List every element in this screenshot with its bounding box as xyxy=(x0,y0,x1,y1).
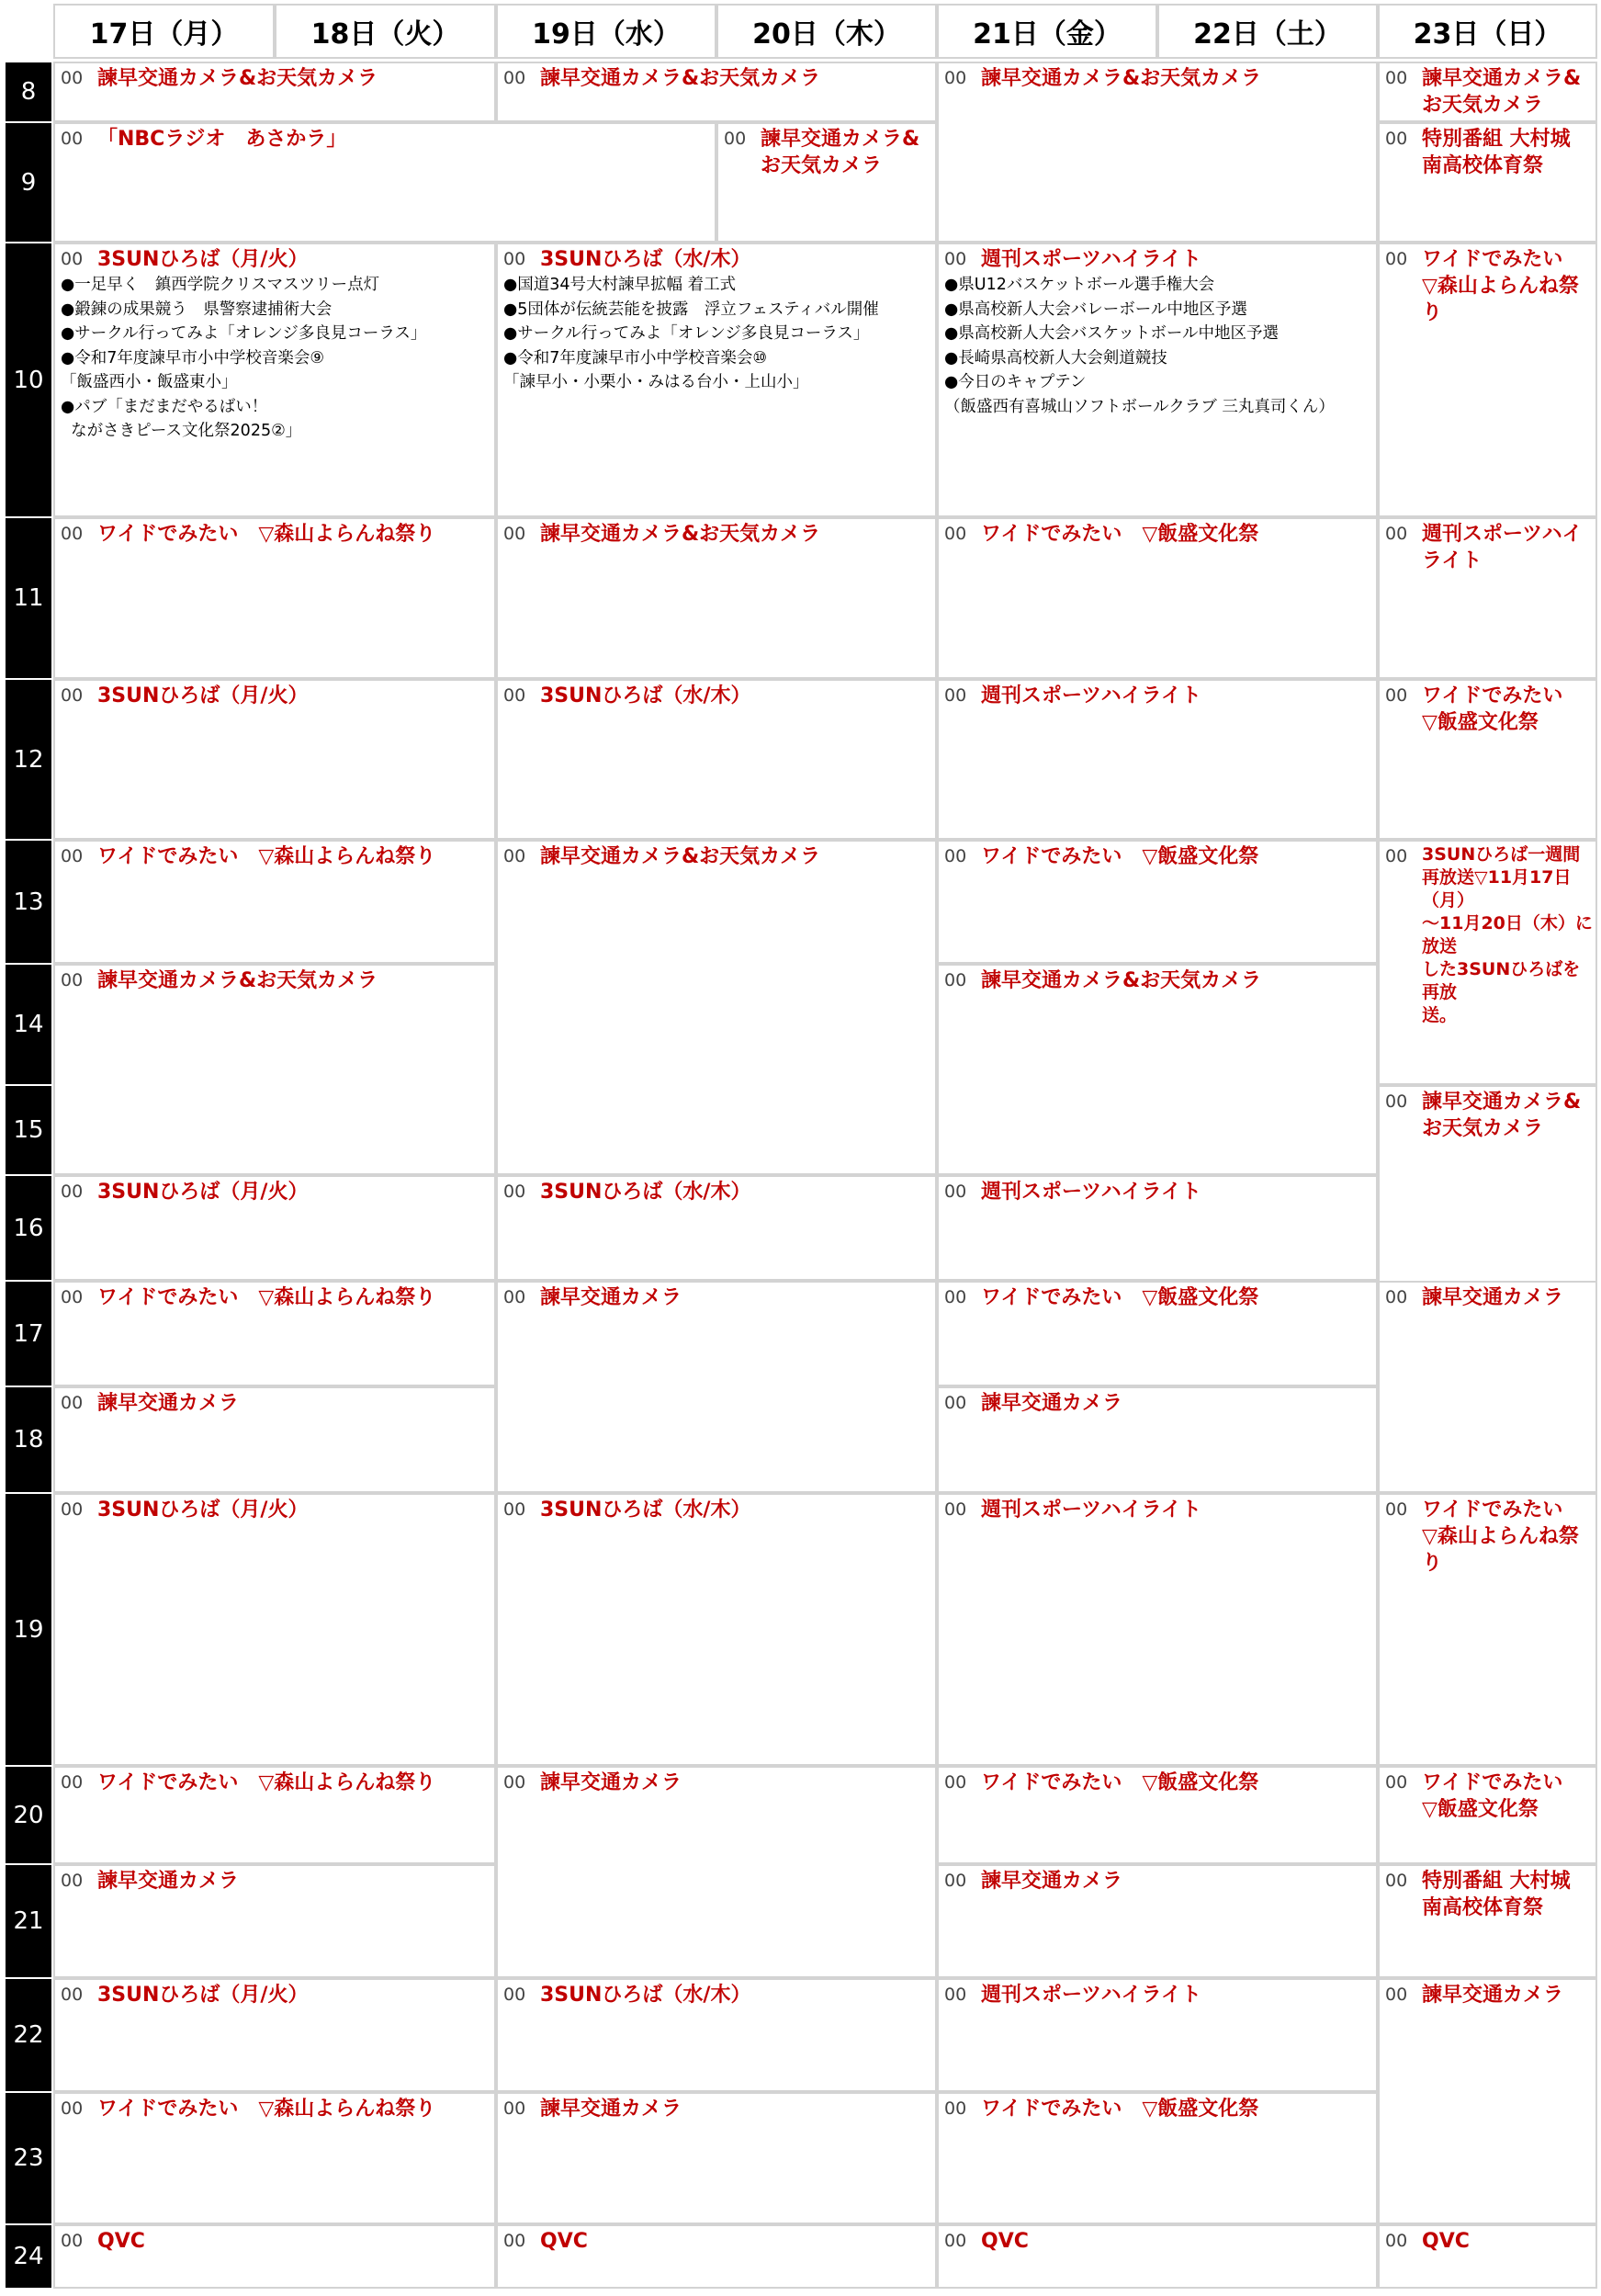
program-title: 3SUNひろば（水/木） xyxy=(540,1984,751,2007)
program-start-minute: 00 xyxy=(944,1287,967,1307)
program-title: 特別番組 大村城 南高校体育祭 xyxy=(1422,128,1571,177)
program-cell[interactable] xyxy=(937,1386,1378,1493)
program-start-minute: 00 xyxy=(503,524,526,544)
day-header-1: 17日（月） xyxy=(53,4,275,59)
program-title: 諫早交通カメラ&お天気カメラ xyxy=(540,67,821,90)
hour-label-23: 23 xyxy=(6,2093,51,2223)
hour-label-16: 16 xyxy=(6,1176,51,1280)
program-cell[interactable] xyxy=(496,1766,937,1978)
program-cell[interactable] xyxy=(496,1175,937,1281)
program-detail-line: 「諫早小・小栗小・みはる台小・上山小」 xyxy=(503,373,809,391)
program-title: ワイドでみたい ▽森山よらんね祭り xyxy=(1422,248,1579,324)
program-heading xyxy=(503,1497,935,1523)
program-heading xyxy=(1385,1770,1595,1823)
program-cell[interactable] xyxy=(1378,1864,1597,1978)
program-cell[interactable] xyxy=(53,1864,496,1978)
program-title: ワイドでみたい ▽森山よらんね祭り xyxy=(97,1771,436,1794)
program-cell[interactable] xyxy=(937,62,1378,243)
program-cell[interactable] xyxy=(937,1493,1378,1766)
program-heading xyxy=(1385,1868,1595,1921)
program-heading xyxy=(61,1982,494,2008)
program-start-minute: 00 xyxy=(1385,1985,1408,2005)
program-heading xyxy=(503,65,935,92)
program-start-minute: 00 xyxy=(944,970,967,990)
program-title: QVC xyxy=(540,2230,588,2253)
program-title: 諫早交通カメラ& お天気カメラ xyxy=(1422,67,1582,117)
program-cell[interactable] xyxy=(53,1978,496,2092)
program-start-minute: 00 xyxy=(1385,68,1408,88)
program-detail-line: ●今日のキャプテン xyxy=(944,373,1087,391)
program-cell[interactable] xyxy=(496,243,937,517)
program-detail-line: ●サークル行ってみよ「オレンジ多良見コーラス」 xyxy=(61,324,427,343)
program-start-minute: 00 xyxy=(944,1182,967,1202)
program-title: ワイドでみたい ▽飯盛文化祭 xyxy=(981,1771,1259,1794)
program-heading xyxy=(61,246,494,273)
program-start-minute: 00 xyxy=(61,129,84,149)
program-cell[interactable] xyxy=(53,1281,496,1386)
program-cell[interactable] xyxy=(53,122,716,243)
program-start-minute: 00 xyxy=(503,2098,526,2119)
program-detail-line: 「飯盛西小・飯盛東小」 xyxy=(61,373,238,391)
program-start-minute: 00 xyxy=(1385,129,1408,149)
program-cell[interactable] xyxy=(1378,1978,1597,2224)
program-cell[interactable] xyxy=(496,517,937,679)
program-title: 諫早交通カメラ& お天気カメラ xyxy=(761,128,920,177)
program-cell[interactable] xyxy=(937,964,1378,1175)
program-detail-line: ●令和7年度諫早市小中学校音楽会⑩ xyxy=(503,348,768,368)
program-cell[interactable] xyxy=(937,1766,1378,1864)
program-cell[interactable] xyxy=(496,2224,937,2289)
program-start-minute: 00 xyxy=(944,524,967,544)
program-heading xyxy=(503,683,935,709)
program-heading xyxy=(944,843,1376,870)
program-heading xyxy=(503,1770,935,1796)
program-start-minute: 00 xyxy=(503,1287,526,1307)
program-title: ワイドでみたい ▽森山よらんね祭り xyxy=(97,845,436,868)
program-cell[interactable] xyxy=(937,1175,1378,1281)
program-start-minute: 00 xyxy=(944,1499,967,1520)
program-title: 3SUNひろば（月/火） xyxy=(97,1499,309,1521)
program-cell[interactable] xyxy=(937,679,1378,840)
program-cell[interactable] xyxy=(937,840,1378,964)
program-heading xyxy=(503,843,935,870)
program-heading xyxy=(1385,843,1595,1027)
program-heading xyxy=(61,65,494,92)
program-cell[interactable] xyxy=(496,840,937,1175)
hour-label-14: 14 xyxy=(6,965,51,1084)
program-heading xyxy=(61,1868,494,1894)
program-start-minute: 00 xyxy=(1385,524,1408,544)
program-title: QVC xyxy=(981,2230,1029,2253)
program-title: ワイドでみたい ▽飯盛文化祭 xyxy=(981,845,1259,868)
hour-label-20: 20 xyxy=(6,1767,51,1863)
program-cell[interactable] xyxy=(1378,1766,1597,1864)
hour-label-9: 9 xyxy=(6,123,51,242)
program-start-minute: 00 xyxy=(944,2231,967,2251)
program-title: 諫早交通カメラ xyxy=(1422,1286,1564,1309)
program-cell[interactable] xyxy=(937,243,1378,517)
program-start-minute: 00 xyxy=(503,68,526,88)
program-title: 諫早交通カメラ&お天気カメラ xyxy=(97,969,378,992)
program-title: 3SUNひろば（水/木） xyxy=(540,248,751,271)
program-heading xyxy=(61,1497,494,1523)
program-start-minute: 00 xyxy=(61,1499,84,1520)
program-title: 諫早交通カメラ xyxy=(97,1392,240,1415)
program-cell[interactable] xyxy=(1378,1281,1597,1493)
program-heading xyxy=(944,1497,1376,1523)
program-start-minute: 00 xyxy=(61,1772,84,1793)
program-title: ワイドでみたい ▽森山よらんね祭り xyxy=(1422,1499,1579,1575)
program-start-minute: 00 xyxy=(1385,249,1408,269)
program-cell[interactable] xyxy=(1378,840,1597,1085)
hour-label-8: 8 xyxy=(6,62,51,121)
program-cell[interactable] xyxy=(716,122,937,243)
program-title: 週刊スポーツハイライト xyxy=(981,248,1202,271)
program-heading xyxy=(503,1179,935,1205)
program-title: 週刊スポーツハイ ライト xyxy=(1422,523,1583,572)
program-cell[interactable] xyxy=(53,2224,496,2289)
program-cell[interactable] xyxy=(1378,1493,1597,1766)
program-start-minute: 00 xyxy=(61,524,84,544)
day-header-6: 22日（土） xyxy=(1157,4,1378,59)
program-detail-line: ながさきピース文化祭2025②」 xyxy=(61,422,302,440)
program-cell[interactable] xyxy=(53,1493,496,1766)
program-start-minute: 00 xyxy=(1385,1499,1408,1520)
program-cell[interactable] xyxy=(496,62,937,122)
program-start-minute: 00 xyxy=(944,68,967,88)
program-start-minute: 00 xyxy=(503,2231,526,2251)
day-header-3: 19日（水） xyxy=(496,4,716,59)
program-heading xyxy=(944,246,1376,273)
program-start-minute: 00 xyxy=(61,1182,84,1202)
program-start-minute: 00 xyxy=(61,685,84,706)
program-start-minute: 00 xyxy=(944,1772,967,1793)
program-title: 3SUNひろば一週間 再放送▽11月17日（月） ～11月20日（木）に放送 した3SUNひろばを再放 送。 xyxy=(1422,844,1593,1025)
program-title: 諫早交通カメラ&お天気カメラ xyxy=(981,67,1262,90)
program-start-minute: 00 xyxy=(503,846,526,866)
program-start-minute: 00 xyxy=(944,685,967,706)
program-title: 「NBCラジオ あさかラ」 xyxy=(97,128,347,151)
program-title: QVC xyxy=(97,2230,145,2253)
program-start-minute: 00 xyxy=(61,970,84,990)
program-cell[interactable] xyxy=(496,679,937,840)
program-cell[interactable] xyxy=(496,1493,937,1766)
program-start-minute: 00 xyxy=(61,2098,84,2119)
program-heading xyxy=(61,1390,494,1417)
program-title: 週刊スポーツハイライト xyxy=(981,684,1202,707)
program-heading xyxy=(1385,65,1595,119)
program-title: 週刊スポーツハイライト xyxy=(981,1499,1202,1521)
program-detail-line: ●5団体が伝統芸能を披露 浮立フェスティバル開催 xyxy=(503,300,879,319)
program-heading xyxy=(944,1770,1376,1796)
hour-label-10: 10 xyxy=(6,243,51,516)
program-cell[interactable] xyxy=(937,2224,1378,2289)
program-title: ワイドでみたい ▽飯盛文化祭 xyxy=(981,2098,1259,2121)
program-detail-line: ●パブ「まだまだやるばい！ xyxy=(61,397,268,416)
program-start-minute: 00 xyxy=(503,249,526,269)
program-start-minute: 00 xyxy=(61,1985,84,2005)
program-title: 諫早交通カメラ xyxy=(540,1286,682,1309)
program-cell[interactable] xyxy=(496,1281,937,1493)
program-cell[interactable] xyxy=(53,2092,496,2224)
program-heading xyxy=(944,683,1376,709)
program-start-minute: 00 xyxy=(61,1871,84,1891)
program-heading xyxy=(61,2096,494,2122)
program-start-minute: 00 xyxy=(503,1182,526,1202)
day-header-4: 20日（木） xyxy=(716,4,937,59)
program-start-minute: 00 xyxy=(1385,1091,1408,1112)
program-cell[interactable] xyxy=(937,1978,1378,2092)
hour-label-11: 11 xyxy=(6,518,51,678)
program-heading xyxy=(944,2228,1376,2255)
program-heading xyxy=(61,1284,494,1311)
program-title: 諫早交通カメラ&お天気カメラ xyxy=(981,969,1262,992)
program-title: 諫早交通カメラ&お天気カメラ xyxy=(540,845,821,868)
program-start-minute: 00 xyxy=(944,1985,967,2005)
program-cell[interactable] xyxy=(53,1175,496,1281)
day-header-2: 18日（火） xyxy=(275,4,496,59)
program-heading xyxy=(944,1390,1376,1417)
program-start-minute: 00 xyxy=(503,1985,526,2005)
program-title: 諫早交通カメラ xyxy=(540,1771,682,1794)
program-heading xyxy=(1385,2228,1595,2255)
program-start-minute: 00 xyxy=(61,1393,84,1413)
program-start-minute: 00 xyxy=(944,2098,967,2119)
program-heading xyxy=(61,2228,494,2255)
program-heading xyxy=(944,521,1376,548)
program-start-minute: 00 xyxy=(1385,685,1408,706)
program-title: 諫早交通カメラ xyxy=(97,1870,240,1893)
program-title: 週刊スポーツハイライト xyxy=(981,1984,1202,2007)
program-title: 3SUNひろば（水/木） xyxy=(540,1499,751,1521)
program-title: 諫早交通カメラ&お天気カメラ xyxy=(540,523,821,546)
program-cell[interactable] xyxy=(53,840,496,964)
program-heading xyxy=(503,2096,935,2122)
program-title: ワイドでみたい ▽飯盛文化祭 xyxy=(981,523,1259,546)
day-header-7: 23日（日） xyxy=(1378,4,1597,59)
program-detail-line: ●県U12バスケットボール選手権大会 xyxy=(944,276,1215,294)
hour-label-18: 18 xyxy=(6,1387,51,1492)
program-start-minute: 00 xyxy=(1385,2231,1408,2251)
program-title: 3SUNひろば（月/火） xyxy=(97,684,309,707)
program-title: ワイドでみたい ▽飯盛文化祭 xyxy=(1422,684,1563,734)
program-heading xyxy=(1385,521,1595,574)
program-heading xyxy=(1385,1284,1595,1311)
program-heading xyxy=(61,967,494,994)
program-title: ワイドでみたい ▽飯盛文化祭 xyxy=(981,1286,1259,1309)
program-title: ワイドでみたい ▽森山よらんね祭り xyxy=(97,2098,436,2121)
program-heading xyxy=(944,967,1376,994)
hour-label-24: 24 xyxy=(6,2225,51,2288)
program-heading xyxy=(1385,246,1595,326)
program-heading xyxy=(1385,683,1595,736)
program-cell[interactable] xyxy=(937,1864,1378,1978)
program-heading xyxy=(61,126,715,153)
program-title: ワイドでみたい ▽飯盛文化祭 xyxy=(1422,1771,1563,1821)
program-detail-line: ●一足早く 鎮西学院クリスマスツリー点灯 xyxy=(61,276,380,294)
program-heading xyxy=(944,2096,1376,2122)
program-start-minute: 00 xyxy=(1385,846,1408,866)
program-detail-line: ●県高校新人大会バレーボール中地区予選 xyxy=(944,300,1247,319)
program-title: 週刊スポーツハイライト xyxy=(981,1181,1202,1204)
program-heading xyxy=(503,1284,935,1311)
program-start-minute: 00 xyxy=(1385,1871,1408,1891)
program-start-minute: 00 xyxy=(61,68,84,88)
program-start-minute: 00 xyxy=(503,1499,526,1520)
program-heading xyxy=(61,521,494,548)
program-cell[interactable] xyxy=(1378,679,1597,840)
program-cell[interactable] xyxy=(53,679,496,840)
program-cell[interactable] xyxy=(53,243,496,517)
program-title: 諫早交通カメラ xyxy=(1422,1984,1564,2007)
program-title: 諫早交通カメラ xyxy=(540,2098,682,2121)
day-header-5: 21日（金） xyxy=(937,4,1157,59)
program-start-minute: 00 xyxy=(944,846,967,866)
program-detail-line: ●国道34号大村諫早拡幅 着工式 xyxy=(503,276,737,294)
program-cell[interactable] xyxy=(496,1978,937,2092)
program-title: 諫早交通カメラ& お天気カメラ xyxy=(1422,1091,1582,1140)
program-title: 3SUNひろば（月/火） xyxy=(97,1984,309,2007)
program-cell[interactable] xyxy=(1378,517,1597,679)
program-heading xyxy=(944,1982,1376,2008)
hour-label-15: 15 xyxy=(6,1086,51,1174)
program-detail-line: （飯盛西有喜城山ソフトボールクラブ 三丸真司くん） xyxy=(944,397,1335,416)
program-cell[interactable] xyxy=(53,62,496,122)
program-cell[interactable] xyxy=(1378,243,1597,517)
program-start-minute: 00 xyxy=(503,685,526,706)
program-detail-line: ●県高校新人大会バスケットボール中地区予選 xyxy=(944,324,1280,343)
program-cell[interactable] xyxy=(1378,62,1597,122)
program-heading xyxy=(61,1179,494,1205)
program-cell[interactable] xyxy=(496,2092,937,2224)
program-cell[interactable] xyxy=(1378,122,1597,243)
program-start-minute: 00 xyxy=(1385,1287,1408,1307)
program-title: 諫早交通カメラ xyxy=(981,1392,1123,1415)
program-heading xyxy=(1385,126,1595,179)
program-cell[interactable] xyxy=(53,964,496,1175)
program-cell[interactable] xyxy=(937,1281,1378,1386)
program-heading xyxy=(944,1179,1376,1205)
program-heading xyxy=(944,1284,1376,1311)
program-heading xyxy=(503,2228,935,2255)
hour-label-21: 21 xyxy=(6,1865,51,1977)
program-title: 3SUNひろば（月/火） xyxy=(97,1181,309,1204)
program-detail-line: ●長崎県高校新人大会剣道競技 xyxy=(944,348,1167,368)
program-title: QVC xyxy=(1422,2230,1470,2253)
program-heading xyxy=(503,246,935,273)
program-start-minute: 00 xyxy=(61,1287,84,1307)
program-detail-line: ●令和7年度諫早市小中学校音楽会⑨ xyxy=(61,348,325,368)
hour-label-17: 17 xyxy=(6,1282,51,1386)
program-heading xyxy=(61,843,494,870)
program-title: 3SUNひろば（月/火） xyxy=(97,248,309,271)
program-title: 諫早交通カメラ&お天気カメラ xyxy=(97,67,378,90)
program-start-minute: 00 xyxy=(503,1772,526,1793)
program-heading xyxy=(503,1982,935,2008)
hour-label-19: 19 xyxy=(6,1494,51,1765)
program-cell[interactable] xyxy=(53,517,496,679)
program-start-minute: 00 xyxy=(61,846,84,866)
program-cell[interactable] xyxy=(53,1386,496,1493)
program-start-minute: 00 xyxy=(61,2231,84,2251)
program-detail-line: ●サークル行ってみよ「オレンジ多良見コーラス」 xyxy=(503,324,870,343)
program-heading xyxy=(1385,1982,1595,2008)
program-heading xyxy=(61,683,494,709)
program-cell[interactable] xyxy=(937,2092,1378,2224)
hour-label-12: 12 xyxy=(6,680,51,839)
program-heading xyxy=(1385,1089,1595,1142)
program-title: 諫早交通カメラ xyxy=(981,1870,1123,1893)
hour-label-13: 13 xyxy=(6,841,51,963)
program-heading xyxy=(944,1868,1376,1894)
program-start-minute: 00 xyxy=(61,249,84,269)
program-cell[interactable] xyxy=(937,517,1378,679)
program-heading xyxy=(503,521,935,548)
program-cell[interactable] xyxy=(1378,2224,1597,2289)
program-title: 特別番組 大村城 南高校体育祭 xyxy=(1422,1870,1571,1919)
program-heading xyxy=(724,126,935,179)
program-heading xyxy=(61,1770,494,1796)
program-start-minute: 00 xyxy=(1385,1772,1408,1793)
program-heading xyxy=(1385,1497,1595,1577)
program-start-minute: 00 xyxy=(724,129,747,149)
program-start-minute: 00 xyxy=(944,249,967,269)
program-start-minute: 00 xyxy=(944,1393,967,1413)
program-heading xyxy=(944,65,1376,92)
program-title: 3SUNひろば（水/木） xyxy=(540,684,751,707)
program-cell[interactable] xyxy=(53,1766,496,1864)
hour-label-22: 22 xyxy=(6,1979,51,2091)
program-title: ワイドでみたい ▽森山よらんね祭り xyxy=(97,1286,436,1309)
program-title: 3SUNひろば（水/木） xyxy=(540,1181,751,1204)
program-start-minute: 00 xyxy=(944,1871,967,1891)
program-detail-line: ●鍛錬の成果競う 県警察逮捕術大会 xyxy=(61,300,333,319)
program-title: ワイドでみたい ▽森山よらんね祭り xyxy=(97,523,436,546)
